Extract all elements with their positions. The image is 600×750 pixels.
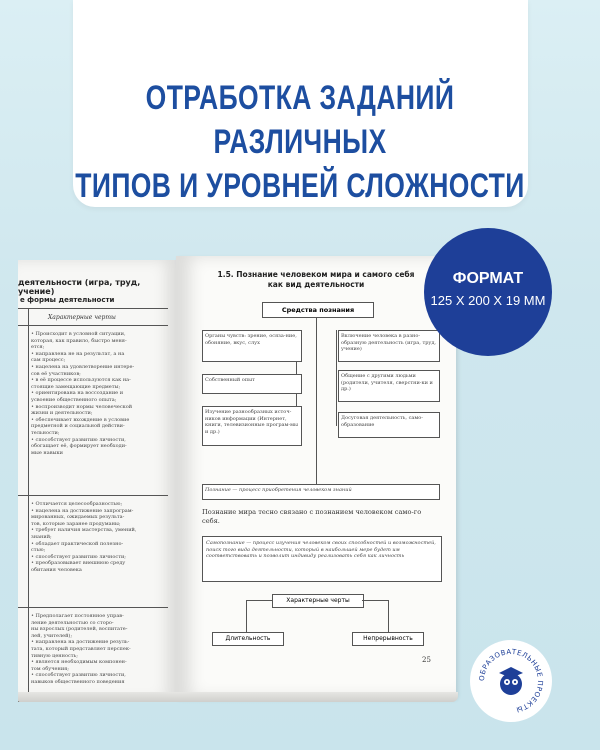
diagram-box-left-2: Собственный опыт — [202, 374, 302, 394]
feature-box-1: Длительность — [212, 632, 284, 646]
definition-box-1: Познание — процесс приобретения человеком знаний — [202, 484, 440, 500]
table-cell-line: знаний; — [31, 533, 52, 540]
headline — [66, 76, 534, 208]
headline-line-2: ТИПОВ И УРОВНЕЙ СЛОЖНОСТИ — [75, 167, 525, 205]
table-cell-line: • требует наличия мастерства, умений, — [31, 527, 137, 534]
table-cell-line: жизни и деятельности; — [31, 410, 93, 417]
table-cell-line: тивную ценность; — [31, 652, 78, 659]
feature-box-2: Непрерывность — [352, 632, 424, 646]
right-page — [176, 256, 456, 698]
table-cell-line: • нацелена на достижение запрограм- — [31, 507, 134, 514]
left-table — [18, 308, 168, 702]
table-cell-line: предметной и социальной действи- — [31, 423, 125, 430]
table-cell-line: • ориентирована на воссоздание и — [31, 390, 124, 397]
table-cell-line: • направлена на достижение резуль- — [31, 639, 130, 646]
table-cell-line: мые навыки — [31, 449, 63, 456]
definition-box-2: Самопознание — процесс изучения человеком своих способностей и возможностей, поиск того вида деятельности, который в наибольшей мере будет им соответствовать и позволит индивиду реализовать себя как личность — [202, 536, 442, 582]
owl-logo-icon — [470, 640, 552, 722]
table-cell-line: навыков общественного поведения — [31, 678, 125, 685]
table-cell-line: • Отличается целесообразностью; — [31, 501, 123, 507]
publisher-logo — [470, 640, 552, 722]
paragraph: Познание мира тесно связано с познанием человеком само-го себя. — [202, 508, 422, 525]
book-edge — [18, 692, 458, 702]
left-table-title: е формы деятельности — [20, 296, 115, 304]
diagram-top-box: Средства познания — [262, 302, 374, 318]
table-cell-line: сам процесс; — [31, 357, 66, 364]
table-cell-line: лей, учителей); — [31, 632, 73, 639]
table-cell-line: • способствует развитию личности, — [31, 672, 126, 679]
diagram-box-right-2: Общение с другими людьми (родители, учителя, сверстни-ки и др.) — [338, 370, 440, 402]
table-cell-line: • способствует развитию личности; — [31, 553, 126, 560]
diagram-box-left-1: Органы чувств: зрение, осяза-ние, обоняние, вкус, слух — [202, 330, 302, 362]
left-page — [18, 260, 176, 700]
diagram-box-right-3: Досуговая деятельность, само-образование — [338, 412, 440, 438]
table-cell-line: обогащает её, формирует необходи- — [31, 443, 127, 450]
format-badge — [424, 228, 552, 356]
logo-text: ОБРАЗОВАТЕЛЬНЫЕ ПРОЕКТЫ — [477, 647, 545, 714]
column-header: Характерные черты — [48, 314, 116, 321]
table-cell-line: стью; — [31, 547, 46, 554]
format-title: ФОРМАТ — [452, 270, 524, 287]
table-cell-line: обитания человека — [31, 566, 82, 573]
table-cell-line: • в её процессе используются как на- — [31, 377, 131, 384]
table-cell-line: • нацелена на удовлетворение интере- — [31, 363, 135, 370]
diagram-box-right-1: Включение человека в разно-образную деятельность (игра, труд, учение) — [338, 330, 440, 362]
format-size: 125 X 200 X 19 ММ — [430, 293, 546, 308]
table-cell-line: • Происходит в условной ситуации, — [31, 331, 126, 337]
table-cell-line: тельности; — [31, 429, 60, 436]
table-cell-line: ление деятельностью со сторо- — [31, 619, 114, 626]
left-page-title: деятельности (игра, труд, учение) — [18, 278, 141, 296]
table-cell-line: усвоение общественного опыта; — [31, 396, 117, 403]
table-cell-line: • обеспечивает вхождение в условие — [31, 416, 130, 423]
table-row — [31, 613, 167, 686]
table-cell-line: том обучения; — [31, 665, 69, 672]
features-title-box: Характерные черты — [272, 594, 364, 608]
table-cell-line: тата, который представляет перспек- — [31, 645, 131, 652]
table-cell-line: • преобразовывает внешнюю среду — [31, 560, 126, 567]
table-cell-line: тов, которые заранее продуманы; — [31, 520, 121, 527]
table-cell-line: • воспроизводит нормы человеческой — [31, 403, 133, 410]
table-cell-line: сов её участников; — [31, 370, 81, 377]
table-cell-line: стоящие замещающие предметы; — [31, 383, 121, 390]
table-cell-line: мированных, ожидаемых результа- — [31, 514, 125, 521]
table-cell-line: • является необходимым компонен- — [31, 659, 127, 666]
section-heading: 1.5. Познание человеком мира и самого себя как вид деятельности — [217, 270, 415, 289]
open-book — [18, 242, 458, 697]
table-cell-line: ется; — [31, 344, 45, 351]
table-cell-line: которая, как правило, быстро меня- — [31, 337, 127, 344]
table-cell-line: ны взрослых (родителей, воспитате- — [31, 626, 128, 633]
table-row — [31, 331, 167, 456]
table-cell-line: • направлена не на результат, а на — [31, 350, 125, 357]
page-number: 25 — [422, 656, 431, 664]
table-cell-line: • обладает практической полезно- — [31, 540, 124, 547]
headline-line-1: ОТРАБОТКА ЗАДАНИЙ РАЗЛИЧНЫХ — [145, 79, 455, 161]
table-row — [31, 501, 167, 574]
table-cell-line: • способствует развитию личности, — [31, 436, 126, 443]
diagram-box-left-3: Изучение разнообразных источ-ников информации (Интернет, книги, телевизионные програм-мы и др.) — [202, 406, 302, 446]
table-cell-line: • Предполагает постоянное управ- — [31, 613, 124, 619]
